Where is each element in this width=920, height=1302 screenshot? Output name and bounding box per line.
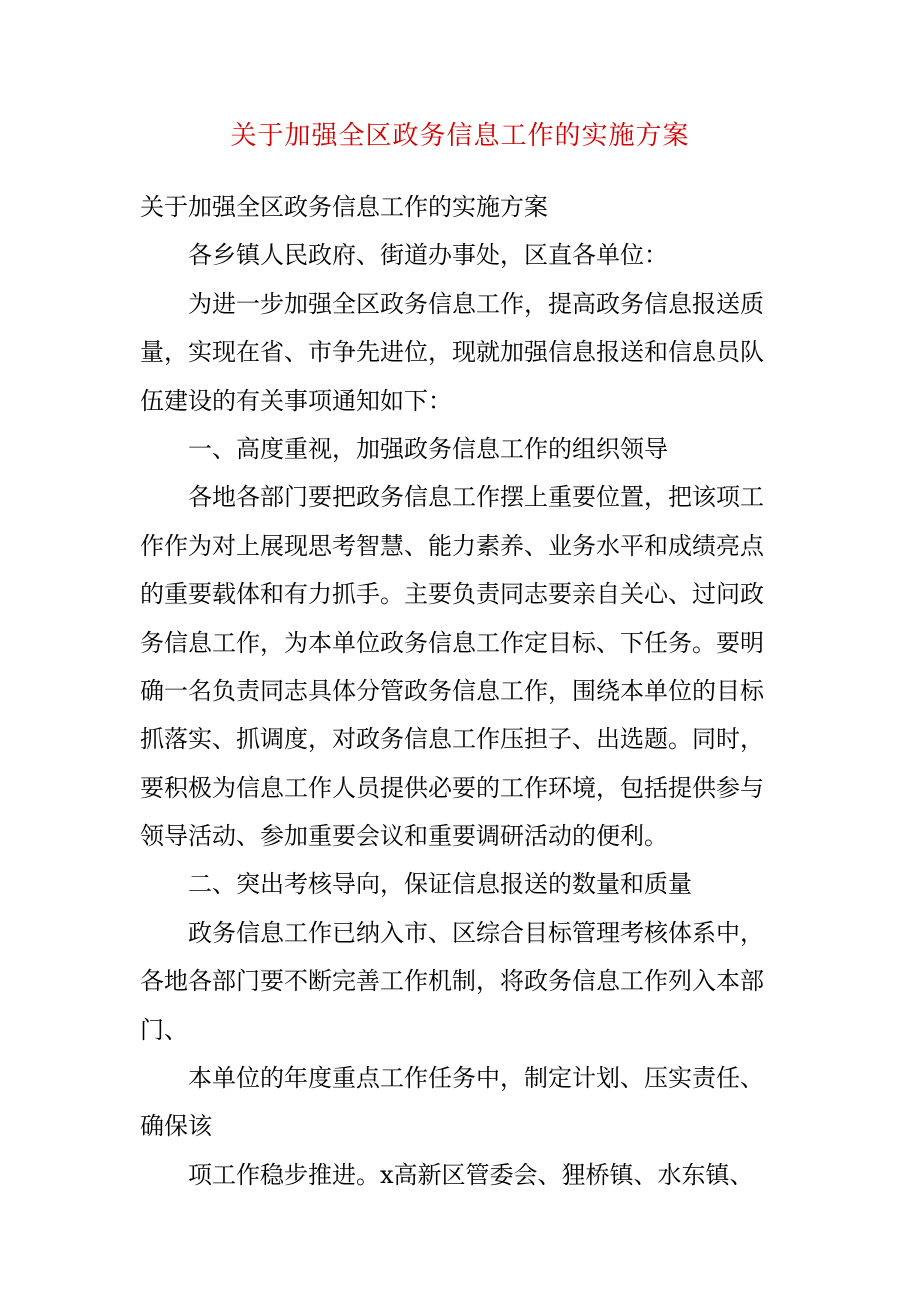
body-line: 伍建设的有关事项通知如下： xyxy=(140,386,452,415)
section-heading-2: 二、突出考核导向，保证信息报送的数量和质量 xyxy=(188,870,692,899)
section-heading-1: 一、高度重视，加强政务信息工作的组织领导 xyxy=(188,434,668,463)
body-line: 要积极为信息工作人员提供必要的工作环境，包括提供参与 xyxy=(140,773,764,802)
document-body xyxy=(140,183,800,1199)
body-line: 门、 xyxy=(140,1015,188,1044)
body-line: 的重要载体和有力抓手。主要负责同志要亲自关心、过问政 xyxy=(140,580,764,609)
body-line: 领导活动、参加重要会议和重要调研活动的便利。 xyxy=(140,822,668,851)
body-line: 确保该 xyxy=(140,1112,212,1141)
body-line-salutation: 各乡镇人民政府、街道办事处，区直各单位： xyxy=(188,241,668,270)
body-line: 抓落实、抓调度，对政务信息工作压担子、出选题。同时， xyxy=(140,725,764,754)
body-line: 为进一步加强全区政务信息工作，提高政务信息报送质 xyxy=(188,289,764,318)
body-line: 本单位的年度重点工作任务中，制定计划、压实责任、 xyxy=(188,1064,764,1093)
body-line: 项工作稳步推进。x高新区管委会、狸桥镇、水东镇、 xyxy=(188,1160,754,1189)
body-line: 各地各部门要不断完善工作机制，将政务信息工作列入本部 xyxy=(140,967,764,996)
body-line: 作作为对上展现思考智慧、能力素养、业务水平和成绩亮点 xyxy=(140,531,764,560)
body-line: 量，实现在省、市争先进位，现就加强信息报送和信息员队 xyxy=(140,338,764,367)
body-line-heading: 关于加强全区政务信息工作的实施方案 xyxy=(140,193,548,221)
body-line: 务信息工作，为本单位政务信息工作定目标、下任务。要明 xyxy=(140,628,764,657)
document-title: 关于加强全区政务信息工作的实施方案 xyxy=(230,121,690,151)
body-line: 确一名负责同志具体分管政务信息工作，围绕本单位的目标 xyxy=(140,676,764,705)
body-line: 各地各部门要把政务信息工作摆上重要位置，把该项工 xyxy=(188,483,764,512)
body-line: 政务信息工作已纳入市、区综合目标管理考核体系中， xyxy=(188,918,764,947)
